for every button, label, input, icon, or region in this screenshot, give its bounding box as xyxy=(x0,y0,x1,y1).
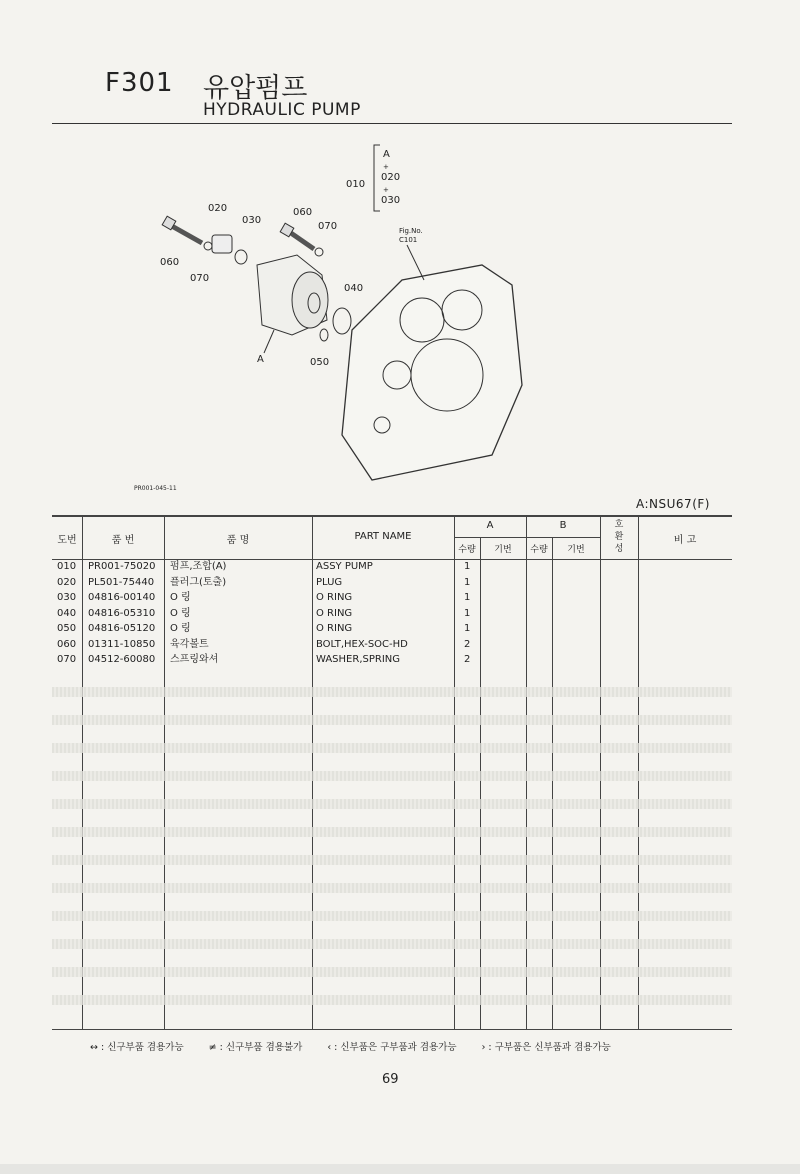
header-part-name: PART NAME xyxy=(354,531,412,542)
cell-ref: 050 xyxy=(57,623,77,634)
o-ring-050 xyxy=(320,329,328,341)
blank-band xyxy=(52,911,732,921)
cell-name-kr: 플러그(토출) xyxy=(170,576,227,588)
o-ring-030 xyxy=(235,250,247,264)
legend-item: ≠ : 신구부품 겸용불가 xyxy=(208,1042,303,1053)
table-top-rule xyxy=(52,515,732,517)
table-row xyxy=(52,637,732,653)
header-interchange: 호환성 xyxy=(614,520,624,554)
cell-name-kr: O 링 xyxy=(170,623,191,634)
cell-qty-a: 2 xyxy=(464,654,471,665)
table-row xyxy=(52,590,732,606)
bolt-left xyxy=(170,225,202,243)
callout-070-left: 070 xyxy=(190,273,210,284)
header-name-kr: 품 명 xyxy=(226,535,250,546)
cell-qty-a: 2 xyxy=(464,638,471,650)
blank-band xyxy=(52,743,732,753)
cell-part-name: O RING xyxy=(316,623,353,634)
callout-010: 010 xyxy=(346,179,366,190)
blank-band xyxy=(52,827,732,837)
blank-band xyxy=(52,967,732,977)
gear-case-housing xyxy=(342,265,522,480)
cell-part-name: BOLT,HEX-SOC-HD xyxy=(316,638,408,650)
cell-part-no: 01311-10850 xyxy=(88,638,156,650)
legend-item: ↔ : 신구부품 겸용가능 xyxy=(90,1042,184,1053)
group-subrule xyxy=(454,537,600,538)
cell-part-no: 04512-60080 xyxy=(88,654,156,665)
blank-band xyxy=(52,715,732,725)
header-part-no: 품 번 xyxy=(111,535,135,546)
blank-band xyxy=(52,995,732,1005)
callout-a-top: A xyxy=(383,149,390,160)
cell-name-kr: O 링 xyxy=(170,592,191,603)
bolt-right xyxy=(288,231,314,249)
table-row xyxy=(52,652,732,668)
cell-part-no: PL501-75440 xyxy=(88,576,155,588)
washer-right xyxy=(315,248,323,256)
header-group-a: A xyxy=(486,520,494,531)
blank-band xyxy=(52,855,732,865)
callout-030-top: 030 xyxy=(381,195,401,206)
page-number: 69 xyxy=(382,1072,399,1087)
callout-030: 030 xyxy=(242,215,262,226)
cell-ref: 060 xyxy=(57,638,77,650)
cell-qty-a: 1 xyxy=(464,607,471,619)
callout-070-right: 070 xyxy=(318,221,338,232)
plus-sign: + xyxy=(383,186,389,194)
cell-qty-a: 1 xyxy=(464,623,471,634)
section-code: F301 xyxy=(105,68,174,98)
callout-060-right: 060 xyxy=(293,207,313,218)
blank-band xyxy=(52,939,732,949)
cell-part-no: 04816-05120 xyxy=(88,623,156,634)
cell-ref: 010 xyxy=(57,561,77,572)
fig-ref-number: C101 xyxy=(399,236,418,244)
model-code: A:NSU67(F) xyxy=(636,497,710,511)
cell-part-no: PR001-75020 xyxy=(88,561,156,572)
callout-a: A xyxy=(257,354,264,365)
parts-table xyxy=(52,515,732,1030)
cell-qty-a: 1 xyxy=(464,592,471,603)
callout-020: 020 xyxy=(208,203,228,214)
table-row xyxy=(52,606,732,622)
fig-ref-leader xyxy=(407,245,424,280)
fig-ref-label: Fig.No. xyxy=(399,227,423,235)
header-ref: 도번 xyxy=(57,535,77,546)
washer-left xyxy=(204,242,212,250)
header-qty-a: 수량 xyxy=(458,545,476,555)
scan-edge xyxy=(0,1164,800,1174)
legend-item: ‹ : 신부품은 구부품과 겸용가능 xyxy=(327,1042,457,1053)
pump-flange xyxy=(292,272,328,328)
callout-050: 050 xyxy=(310,357,330,368)
cell-ref: 070 xyxy=(57,654,77,665)
plus-sign: + xyxy=(383,163,389,171)
cell-part-name: O RING xyxy=(316,607,353,619)
table-row xyxy=(52,621,732,637)
exploded-view-diagram xyxy=(52,125,732,510)
cell-part-name: ASSY PUMP xyxy=(316,561,373,572)
table-row xyxy=(52,559,732,575)
cell-part-no: 04816-00140 xyxy=(88,592,156,603)
blank-band xyxy=(52,883,732,893)
group-bracket xyxy=(374,145,380,211)
compatibility-legend xyxy=(90,1039,633,1053)
callout-060-left: 060 xyxy=(160,257,180,268)
cell-ref: 040 xyxy=(57,607,77,619)
blank-band xyxy=(52,799,732,809)
blank-band xyxy=(52,687,732,697)
legend-item: › : 구부품은 신부품과 겸용가능 xyxy=(481,1042,611,1053)
table-row xyxy=(52,575,732,591)
header-qty-b: 수량 xyxy=(530,545,548,555)
cell-part-name: PLUG xyxy=(316,576,343,588)
leader-line xyxy=(264,330,274,353)
figure-id: PR001-045-11 xyxy=(134,485,177,492)
header-base-b: 기번 xyxy=(567,545,585,555)
cell-name-kr: 육각볼트 xyxy=(170,638,209,650)
cell-ref: 030 xyxy=(57,592,77,603)
header-remarks: 비 고 xyxy=(673,535,697,546)
cell-ref: 020 xyxy=(57,576,77,588)
cell-part-no: 04816-05310 xyxy=(88,607,156,619)
plug-020 xyxy=(212,235,232,253)
cell-part-name: O RING xyxy=(316,592,353,603)
o-ring-040 xyxy=(333,308,351,334)
title-korean: 유압펌프 xyxy=(203,73,308,104)
cell-qty-a: 1 xyxy=(464,576,471,588)
callout-040: 040 xyxy=(344,283,364,294)
header-group-b: B xyxy=(559,520,567,531)
cell-name-kr: O 링 xyxy=(170,607,191,619)
cell-name-kr: 펌프,조합(A) xyxy=(170,561,227,572)
callout-020-top: 020 xyxy=(381,172,401,183)
table-bottom-rule xyxy=(52,1029,732,1030)
cell-qty-a: 1 xyxy=(464,561,471,572)
header-rule xyxy=(52,123,732,124)
title-english: HYDRAULIC PUMP xyxy=(203,100,361,120)
cell-part-name: WASHER,SPRING xyxy=(316,654,400,665)
blank-band xyxy=(52,771,732,781)
header-base-a: 기번 xyxy=(494,545,512,555)
cell-name-kr: 스프링와셔 xyxy=(170,654,219,665)
